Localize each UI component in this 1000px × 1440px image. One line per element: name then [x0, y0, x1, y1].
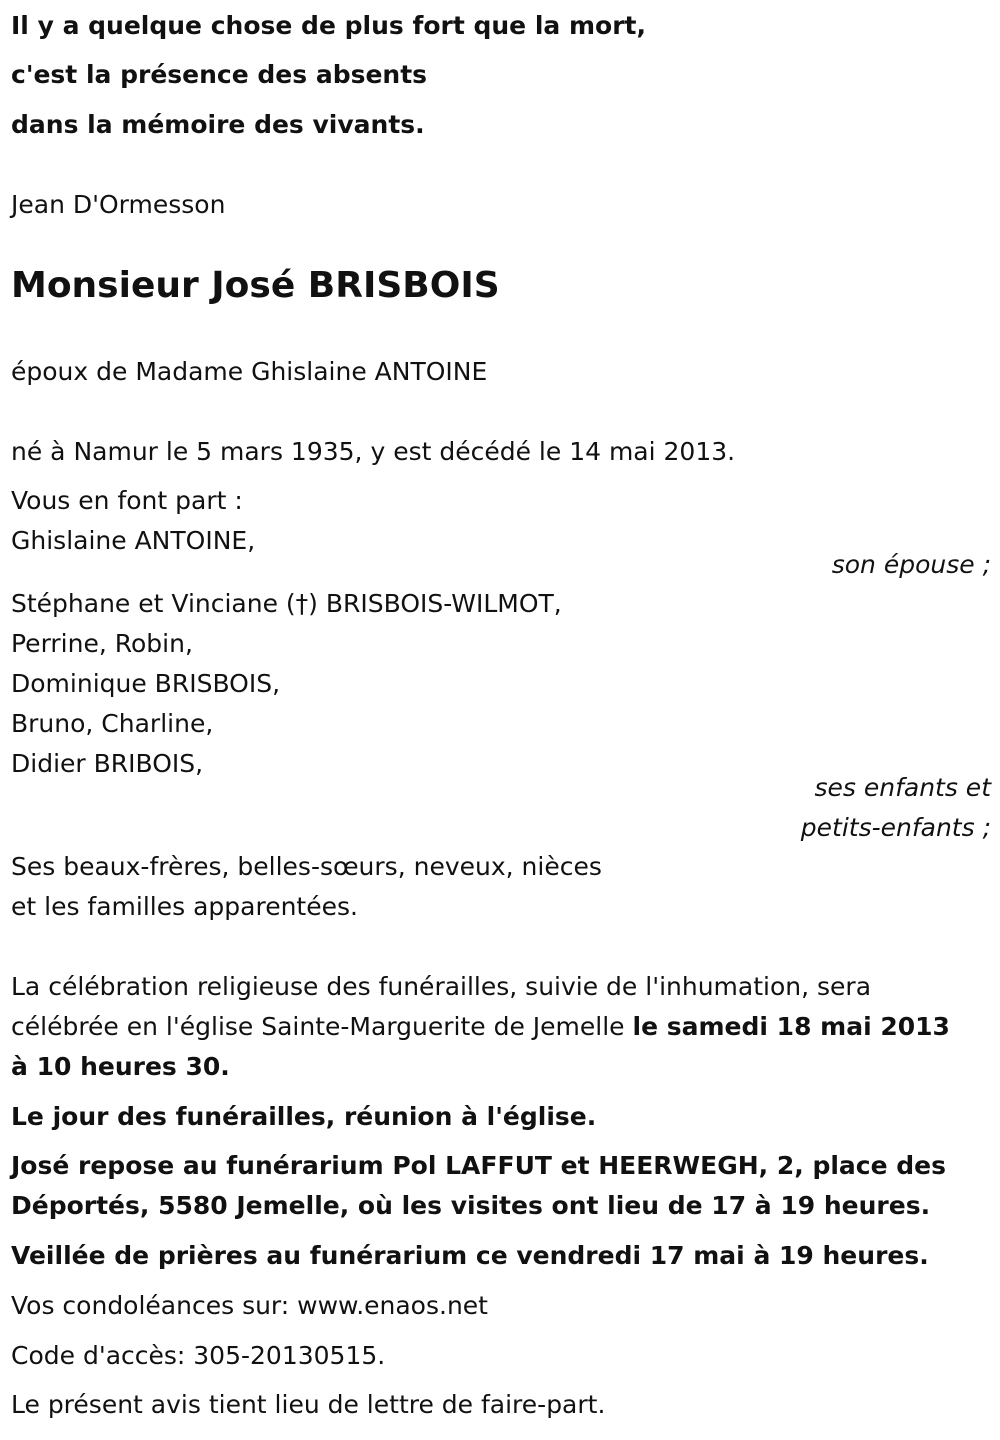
- spouse-name: Ghislaine ANTOINE,: [11, 526, 256, 555]
- extended-family-1: Ses beaux-frères, belles-sœurs, neveux, nièces: [11, 852, 602, 881]
- family-intro: Vous en font part :: [11, 486, 243, 515]
- quote-line-3: dans la mémoire des vivants.: [11, 110, 425, 139]
- notice-line: Le présent avis tient lieu de lettre de faire-part.: [11, 1390, 606, 1419]
- ceremony-line-1: La célébration religieuse des funérailles, suivie de l'inhumation, sera: [11, 972, 872, 1001]
- ceremony-line-2: [11, 1007, 950, 1047]
- vigil-line: Veillée de prières au funérarium ce vendredi 17 mai à 19 heures.: [11, 1241, 929, 1270]
- quote-line-2: c'est la présence des absents: [11, 60, 428, 89]
- child-line-4: Bruno, Charline,: [11, 709, 214, 738]
- rest-line-1: José repose au funérarium Pol LAFFUT et HEERWEGH, 2, place des: [11, 1151, 946, 1180]
- child-line-3: Dominique BRISBOIS,: [11, 669, 281, 698]
- children-role-1: ses enfants et: [814, 773, 991, 802]
- quote-author: Jean D'Ormesson: [11, 190, 226, 219]
- child-line-2: Perrine, Robin,: [11, 629, 193, 658]
- spouse-line: époux de Madame Ghislaine ANTOINE: [11, 357, 488, 386]
- ceremony-date: le samedi 18 mai 2013: [632, 1012, 950, 1041]
- condolences-line: Vos condoléances sur: www.enaos.net: [11, 1291, 488, 1320]
- access-code-line: Code d'accès: 305-20130515.: [11, 1341, 386, 1370]
- rest-line-2: Déportés, 5580 Jemelle, où les visites ont lieu de 17 à 19 heures.: [11, 1191, 931, 1220]
- children-role-2: petits-enfants ;: [800, 813, 991, 842]
- child-line-5: Didier BRIBOIS,: [11, 749, 204, 778]
- extended-family-2: et les familles apparentées.: [11, 892, 358, 921]
- child-line-1: Stéphane et Vinciane (†) BRISBOIS-WILMOT,: [11, 589, 562, 618]
- ceremony-church: célébrée en l'église Sainte-Marguerite de Jemelle: [11, 1012, 625, 1041]
- birth-death-line: né à Namur le 5 mars 1935, y est décédé le 14 mai 2013.: [11, 437, 736, 466]
- ceremony-time: à 10 heures 30.: [11, 1052, 230, 1081]
- spouse-role: son épouse ;: [831, 550, 991, 579]
- deceased-name: Monsieur José BRISBOIS: [11, 265, 500, 306]
- quote-line-1: Il y a quelque chose de plus fort que la mort,: [11, 11, 646, 40]
- meeting-line: Le jour des funérailles, réunion à l'église.: [11, 1102, 597, 1131]
